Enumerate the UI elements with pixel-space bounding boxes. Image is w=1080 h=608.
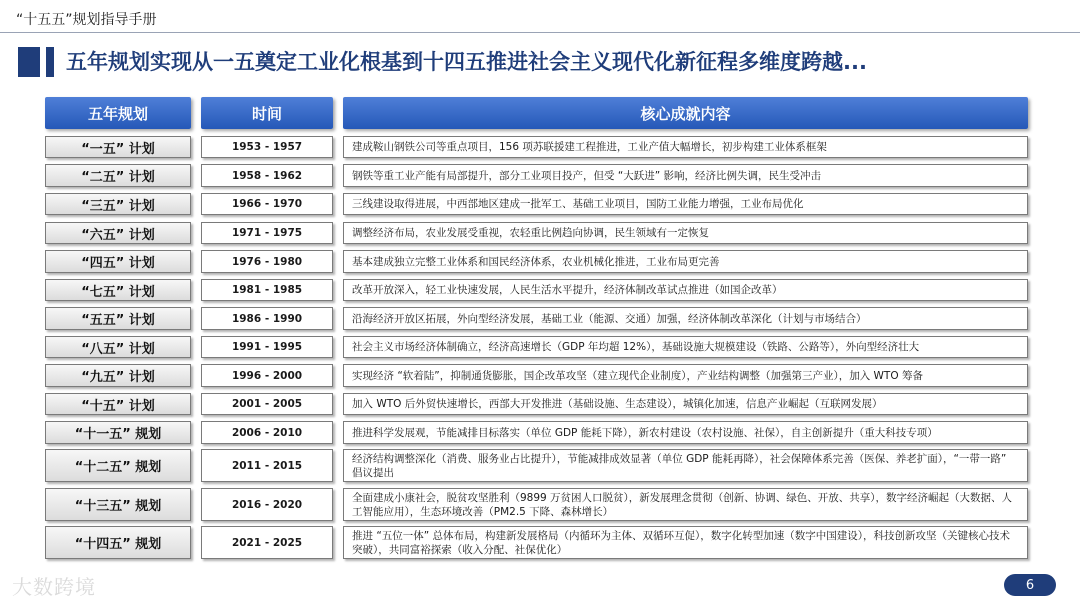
plan-name-cell: “六五” 计划 (45, 222, 191, 244)
page-number: 6 (1004, 574, 1056, 596)
achievement-cell: 调整经济布局，农业发展受重视，农轻重比例趋向协调，民生领域有一定恢复 (343, 222, 1028, 244)
heading-marker-bar (46, 47, 54, 77)
plan-name-cell: “三五” 计划 (45, 193, 191, 215)
plan-name-cell: “四五” 计划 (45, 250, 191, 273)
period-cell: 1991 - 1995 (201, 336, 333, 358)
achievement-cell: 加入 WTO 后外贸快速增长，西部大开发推进（基础设施、生态建设），城镇化加速，信息产业崛起（互联网发展） (343, 393, 1028, 415)
period-cell: 2006 - 2010 (201, 421, 333, 444)
achievement-cell: 推进 “五位一体” 总体布局，构建新发展格局（内循环为主体、双循环互促），数字化转型加速（数字中国建设），科技创新攻坚（关键核心技术突破），共同富裕探索（收入分配、社保优化） (343, 526, 1028, 559)
period-cell: 1981 - 1985 (201, 279, 333, 301)
achievement-cell: 全面建成小康社会，脱贫攻坚胜利（9899 万贫困人口脱贫），新发展理念贯彻（创新、协调、绿色、开放、共享），数字经济崛起（大数据、人工智能应用），生态环境改善（PM2.5 下降、森林增长） (343, 488, 1028, 521)
plan-name-cell: “十二五” 规划 (45, 449, 191, 482)
plan-name-cell: “十一五” 规划 (45, 421, 191, 444)
plan-name-cell: “十三五” 规划 (45, 488, 191, 521)
plan-name-cell: “二五” 计划 (45, 164, 191, 187)
achievement-cell: 建成鞍山钢铁公司等重点项目，156 项苏联援建工程推进，工业产值大幅增长，初步构建工业体系框架 (343, 136, 1028, 158)
period-cell: 1976 - 1980 (201, 250, 333, 273)
plan-name-cell: “十四五” 规划 (45, 526, 191, 559)
period-cell: 2011 - 2015 (201, 449, 333, 482)
plan-name-cell: “一五” 计划 (45, 136, 191, 158)
period-cell: 1966 - 1970 (201, 193, 333, 215)
plan-name-cell: “五五” 计划 (45, 307, 191, 330)
plan-name-cell: “九五” 计划 (45, 364, 191, 387)
achievement-cell: 实现经济 “软着陆”，抑制通货膨胀，国企改革攻坚（建立现代企业制度），产业结构调整（加强第三产业），加入 WTO 筹备 (343, 364, 1028, 387)
period-cell: 2021 - 2025 (201, 526, 333, 559)
achievement-cell: 改革开放深入，轻工业快速发展，人民生活水平提升，经济体制改革试点推进（如国企改革） (343, 279, 1028, 301)
period-cell: 2001 - 2005 (201, 393, 333, 415)
period-cell: 1971 - 1975 (201, 222, 333, 244)
achievement-cell: 经济结构调整深化（消费、服务业占比提升），节能减排成效显著（单位 GDP 能耗再降），社会保障体系完善（医保、养老扩面），“一带一路” 倡议提出 (343, 449, 1028, 482)
period-cell: 2016 - 2020 (201, 488, 333, 521)
period-cell: 1958 - 1962 (201, 164, 333, 187)
plan-name-cell: “八五” 计划 (45, 336, 191, 358)
achievement-cell: 沿海经济开放区拓展，外向型经济发展，基础工业（能源、交通）加强，经济体制改革深化（计划与市场结合） (343, 307, 1028, 330)
plan-name-cell: “十五” 计划 (45, 393, 191, 415)
achievement-cell: 基本建成独立完整工业体系和国民经济体系，农业机械化推进，工业布局更完善 (343, 250, 1028, 273)
heading-marker-block (18, 47, 40, 77)
column-header-content: 核心成就内容 (343, 97, 1028, 129)
achievement-cell: 钢铁等重工业产能有局部提升，部分工业项目投产，但受 “大跃进” 影响，经济比例失调，民生受冲击 (343, 164, 1028, 187)
document-title: “十五五”规划指导手册 (16, 12, 157, 28)
column-header-time: 时间 (201, 97, 333, 129)
period-cell: 1953 - 1957 (201, 136, 333, 158)
column-header-plan: 五年规划 (45, 97, 191, 129)
achievement-cell: 三线建设取得进展，中西部地区建成一批军工、基础工业项目，国防工业能力增强，工业布局优化 (343, 193, 1028, 215)
slide-heading: 五年规划实现从一五奠定工业化根基到十四五推进社会主义现代化新征程多维度跨越... (66, 50, 867, 74)
period-cell: 1986 - 1990 (201, 307, 333, 330)
plan-name-cell: “七五” 计划 (45, 279, 191, 301)
achievement-cell: 推进科学发展观，节能减排目标落实（单位 GDP 能耗下降），新农村建设（农村设施、社保），自主创新提升（重大科技专项） (343, 421, 1028, 444)
period-cell: 1996 - 2000 (201, 364, 333, 387)
top-divider (0, 32, 1080, 33)
achievement-cell: 社会主义市场经济体制确立，经济高速增长（GDP 年均超 12%），基础设施大规模建设（铁路、公路等），外向型经济壮大 (343, 336, 1028, 358)
watermark-logo: 大数跨境 (12, 575, 96, 599)
